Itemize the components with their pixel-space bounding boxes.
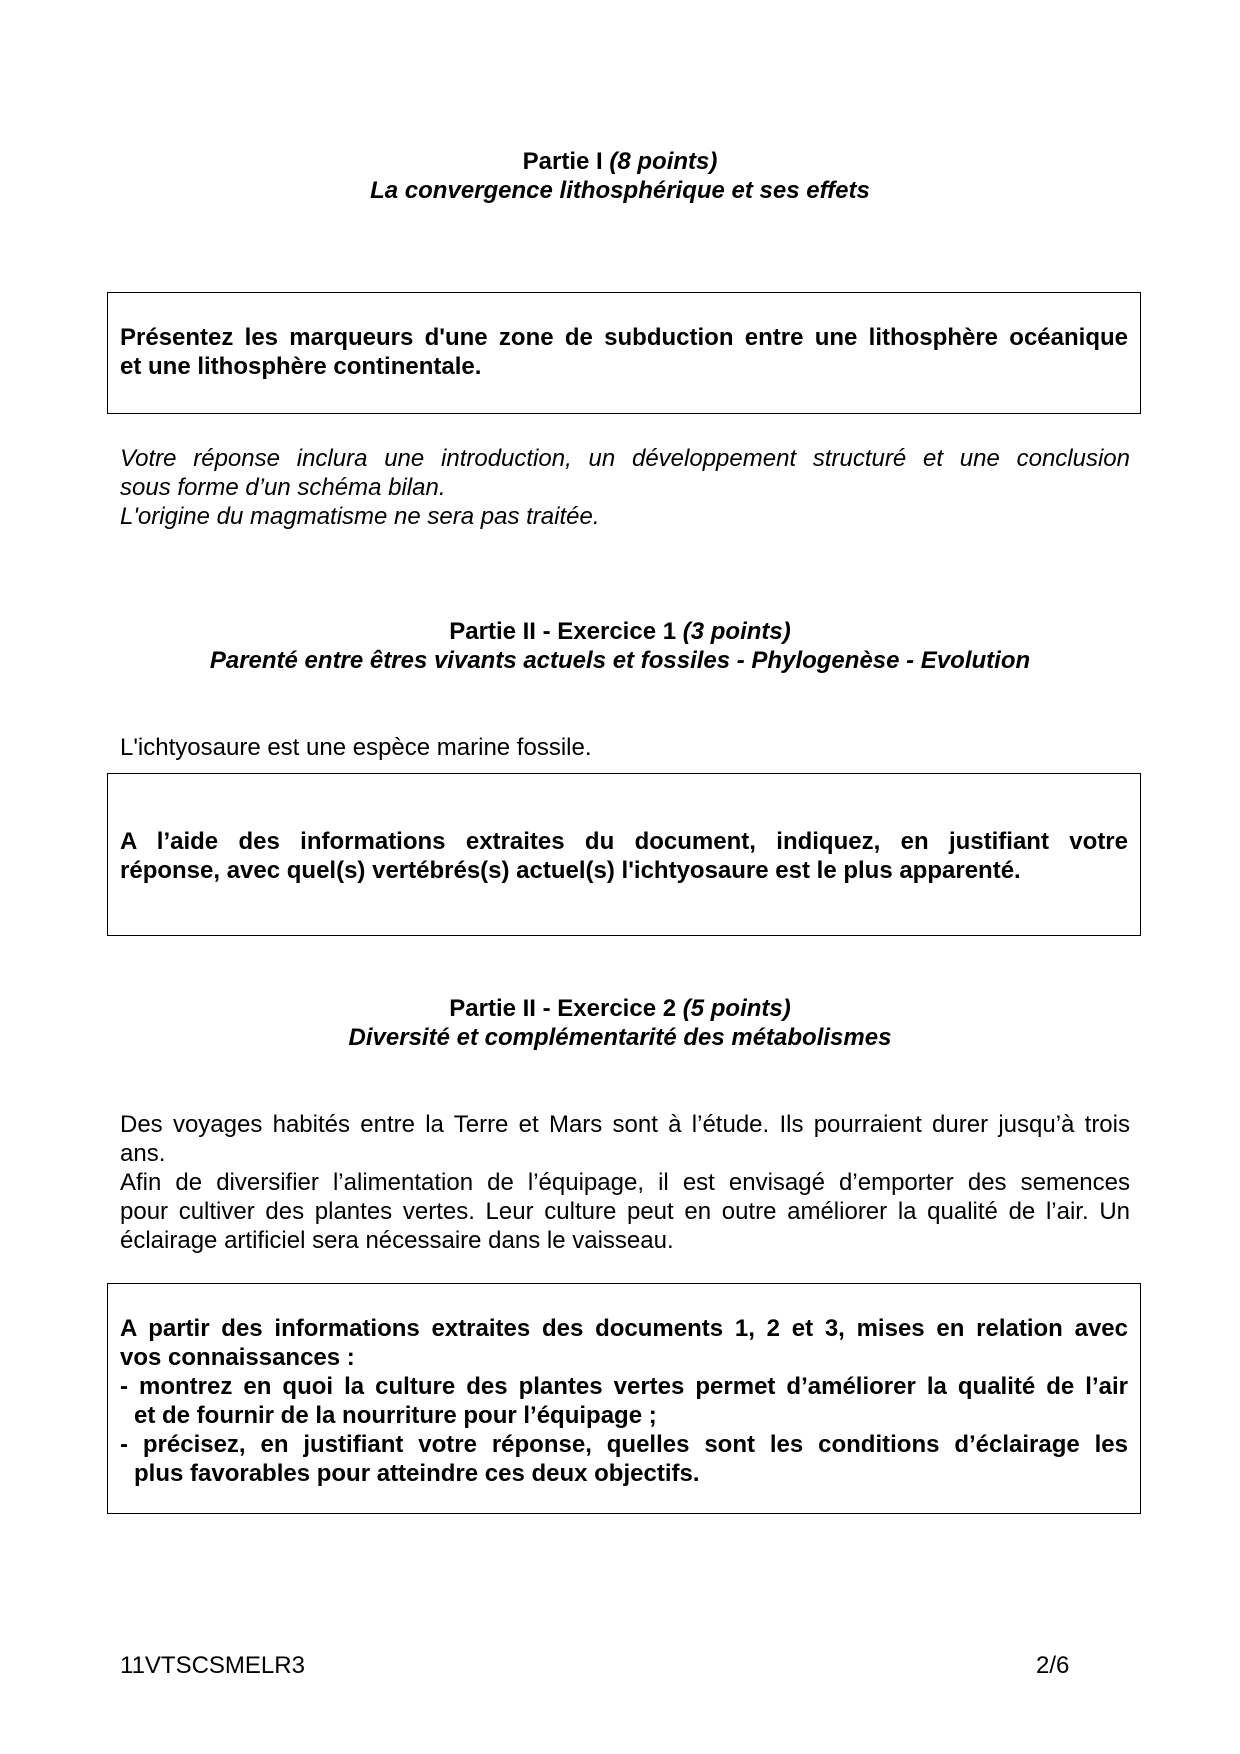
part2ex2-title <box>0 994 1240 1023</box>
part2ex1-title <box>0 617 1240 646</box>
part2ex1-subtitle: Parenté entre êtres vivants actuels et fossiles - Phylogenèse - Evolution <box>209 647 1031 674</box>
part1-question-box <box>107 292 1141 414</box>
part2ex2-question-bullet2-cont: plus favorables pour atteindre ces deux objectifs. <box>134 1460 700 1487</box>
document-code: 11VTSCSMELR3 <box>120 1652 305 1679</box>
part2ex2-subtitle: Diversité et complémentarité des métabolismes <box>348 1024 892 1051</box>
part2ex1-question-line2: réponse, avec quel(s) vertébrés(s) actuel(s) l'ichtyosaure est le plus apparenté. <box>120 857 1021 884</box>
part1-instructions <box>120 444 1130 531</box>
part1-subtitle: La convergence lithosphérique et ses effets <box>370 177 870 204</box>
part2ex2-question-box <box>107 1283 1141 1514</box>
part2ex2-question-line2: vos connaissances : <box>120 1344 355 1371</box>
part1-title <box>0 147 1240 176</box>
part1-question-line1: Présentez les marqueurs d'une zone de subduction entre une lithosphère océanique <box>120 324 1128 351</box>
part2ex1-intro: L'ichtyosaure est une espèce marine fossile. <box>120 734 592 761</box>
part1-instructions-line3: L'origine du magmatisme ne sera pas traitée. <box>120 503 600 530</box>
part1-question-line2: et une lithosphère continentale. <box>120 353 482 380</box>
part2ex2-question-bullet1: - montrez en quoi la culture des plantes vertes permet d’améliorer la qualité de l’air <box>120 1373 1128 1400</box>
part2ex2-title-points: (5 points) <box>682 995 791 1022</box>
part2ex1-title-points: (3 points) <box>682 618 791 645</box>
part2ex2-question-bullet2: - précisez, en justifiant votre réponse, quelles sont les conditions d’éclairage les <box>120 1431 1128 1458</box>
part2ex2-context-line4: pour cultiver des plantes vertes. Leur culture peut en outre améliorer la qualité de l’air. Un <box>120 1198 1130 1225</box>
part2ex2-question-line1: A partir des informations extraites des documents 1, 2 et 3, mises en relation avec <box>120 1315 1128 1342</box>
part2ex2-question-bullet1-cont: et de fournir de la nourriture pour l’équipage ; <box>134 1402 657 1429</box>
part2ex2-context-line2: ans. <box>120 1140 166 1167</box>
part1-instructions-line2: sous forme d’un schéma bilan. <box>120 474 446 501</box>
part2ex2-context <box>120 1110 1130 1255</box>
part2ex2-context-line1: Des voyages habités entre la Terre et Mars sont à l’étude. Ils pourraient durer jusqu’à trois <box>120 1111 1130 1138</box>
part1-title-label: Partie I <box>522 148 603 175</box>
part2ex1-title-label: Partie II - Exercice 1 <box>449 618 677 645</box>
part2ex2-context-line5: éclairage artificiel sera nécessaire dans le vaisseau. <box>120 1227 674 1254</box>
part2ex1-question-box <box>107 773 1141 936</box>
part1-title-points: (8 points) <box>609 148 718 175</box>
part2ex2-context-line3: Afin de diversifier l’alimentation de l’équipage, il est envisagé d’emporter des semences <box>120 1169 1130 1196</box>
part2ex2-title-label: Partie II - Exercice 2 <box>449 995 677 1022</box>
part2ex1-question-line1: A l’aide des informations extraites du document, indiquez, en justifiant votre <box>120 828 1128 855</box>
part1-instructions-line1: Votre réponse inclura une introduction, un développement structuré et une conclusion <box>120 445 1130 472</box>
page-number: 2/6 <box>1036 1652 1070 1679</box>
